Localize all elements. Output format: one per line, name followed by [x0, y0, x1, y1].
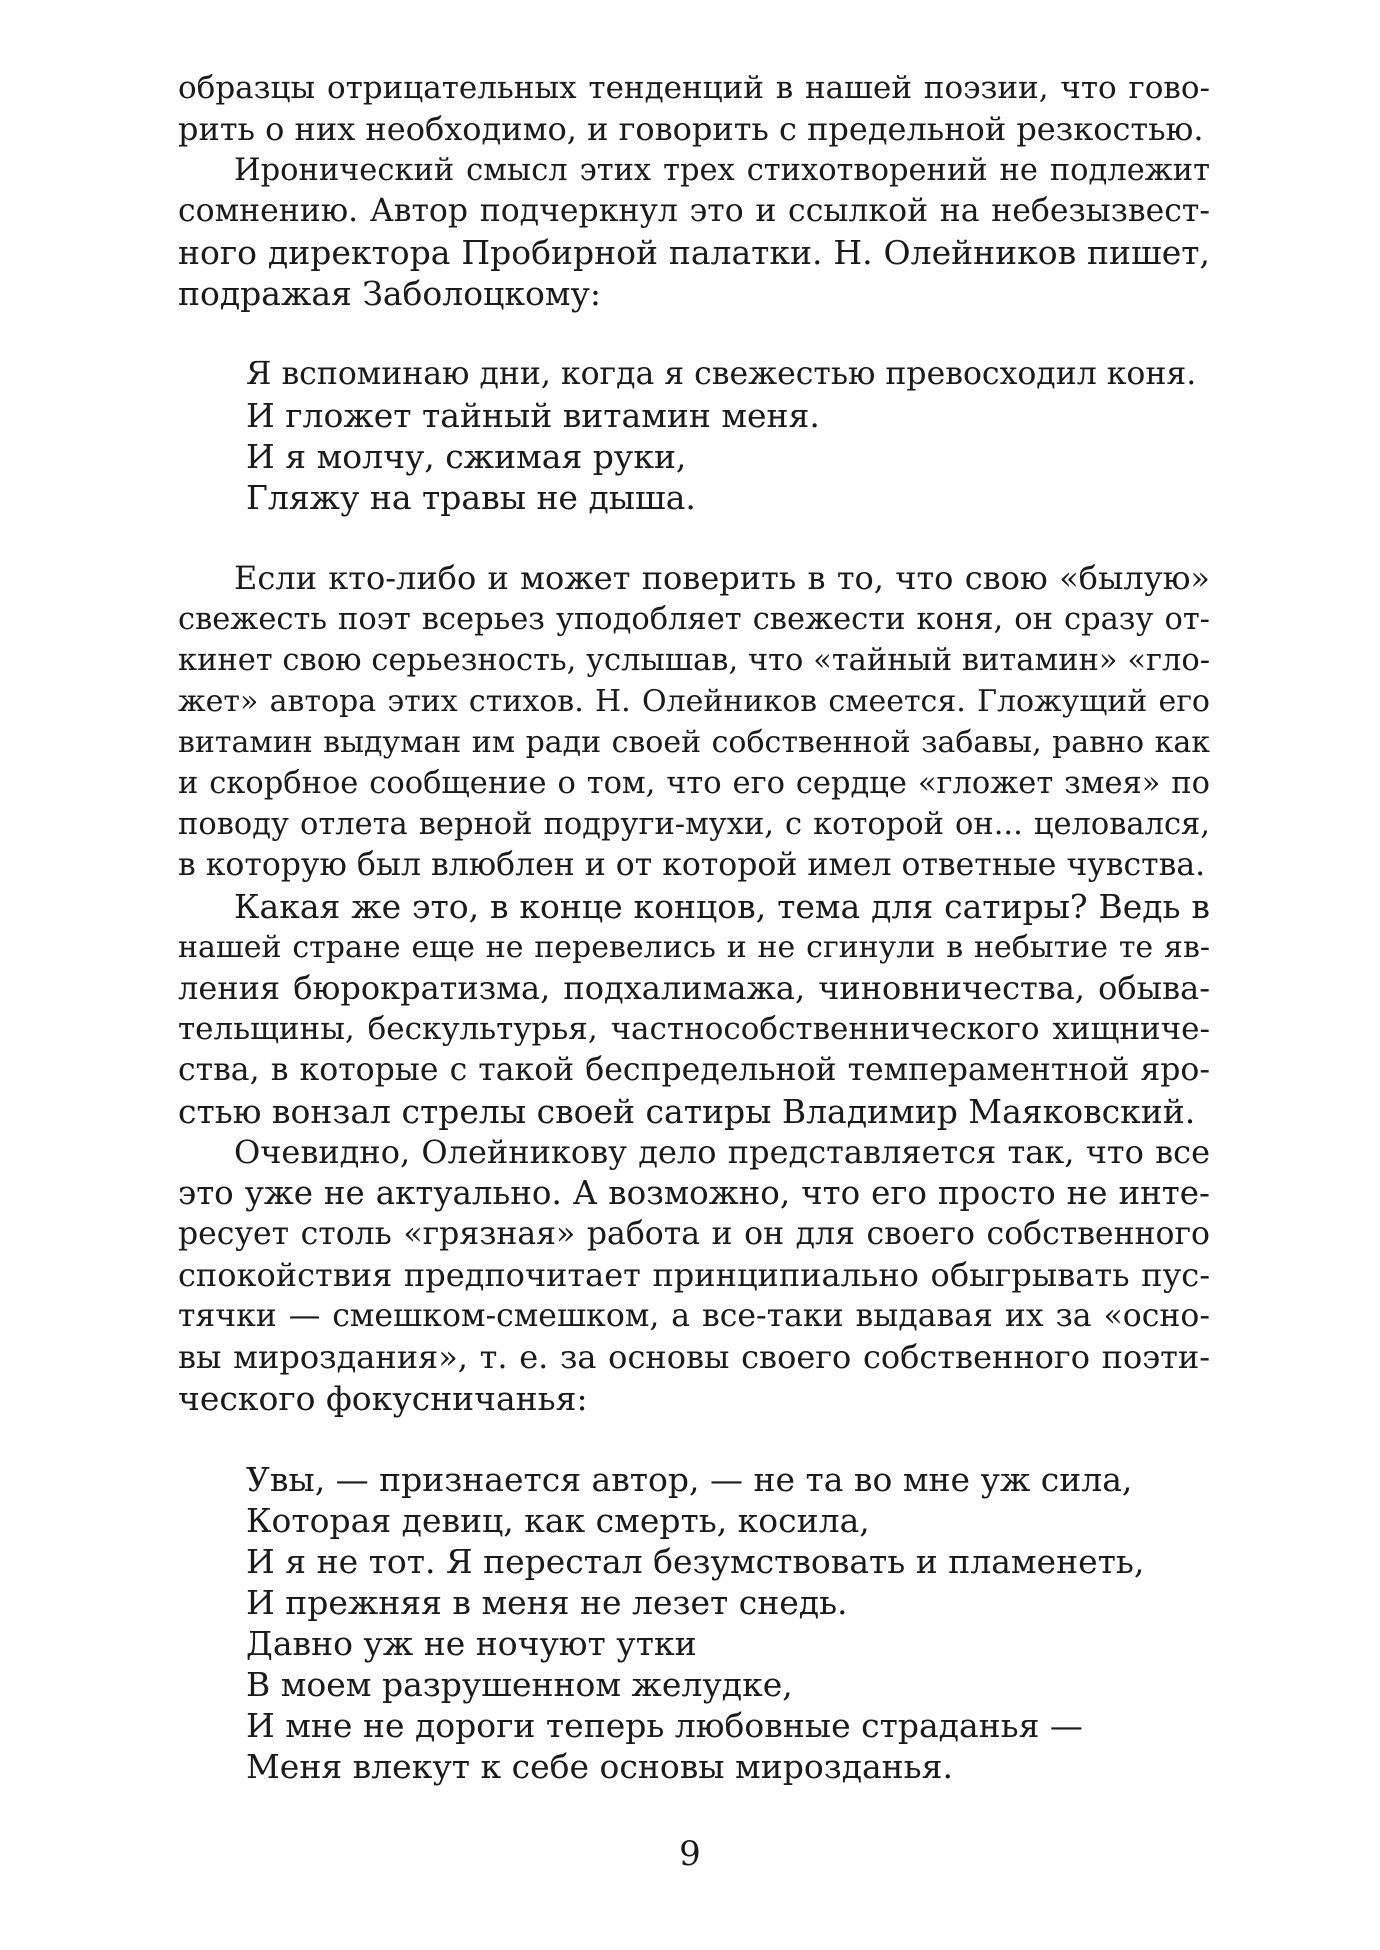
text-line: ресует столь «грязная» работа и он для своего собственного	[178, 1216, 1210, 1252]
verse-line: И я не тот. Я перестал безумствовать и пламенеть,	[246, 1542, 1145, 1581]
verse-line: Я вспоминаю дни, когда я свежестью превосходил коня.	[246, 356, 1197, 392]
paragraph-4	[178, 886, 1210, 1132]
text-line: Если кто-либо и может поверить в то, что свою «былую»	[234, 559, 1210, 597]
text-line: спокойствия предпочитает принципиально обыгрывать пус-	[178, 1256, 1210, 1294]
text-line: подражая Заболоцкому:	[178, 274, 602, 313]
text-line: нашей стране еще не перевелись и не сгинули в небытие те яв-	[178, 930, 1210, 965]
text-line: кинет свою серьезность, услышав, что «тайный витамин» «гло-	[178, 643, 1210, 678]
text-line: сомнению. Автор подчеркнул это и ссылкой на небезызвест-	[178, 193, 1210, 229]
text-line: ства, в которые с такой беспредельной темпераментной яро-	[178, 1052, 1210, 1088]
text-line: жет» автора этих стихов. Н. Олейников смеется. Гложущий его	[178, 684, 1210, 719]
verse-line: Гляжу на травы не дыша.	[246, 478, 696, 517]
verse-line: Увы, — признается автор, — не та во мне уж сила,	[246, 1460, 1133, 1499]
verse-line: И гложет тайный витамин меня.	[246, 396, 820, 435]
verse-line: И прежняя в меня не лезет снедь.	[246, 1583, 848, 1622]
spacer	[178, 518, 1210, 558]
verse-line: И я молчу, сжимая руки,	[246, 437, 687, 476]
paragraph-2	[178, 150, 1210, 314]
text-line: Какая же это, в конце концов, тема для сатиры? Ведь в	[234, 887, 1210, 926]
text-line: ного директора Пробирной палатки. Н. Олейников пишет,	[178, 233, 1210, 272]
page-body	[178, 68, 1210, 1787]
text-line: поводу отлета верной подруги-мухи, с которой он... целовался,	[178, 807, 1210, 842]
verse-quote-2	[178, 1459, 1210, 1787]
text-line: в которую был влюблен и от которой имел ответные чувства.	[178, 847, 1206, 883]
verse-line: Меня влекут к себе основы мирозданья.	[246, 1747, 953, 1786]
text-line: ческого фокусничанья:	[178, 1379, 588, 1418]
text-line: свежесть поэт всерьез уподобляет свежести коня, он сразу от-	[178, 602, 1210, 637]
text-line: образцы отрицательных тенденций в нашей поэзии, что гово-	[178, 70, 1210, 106]
text-line: тельщины, бескультурья, частнособственнического хищниче-	[178, 1011, 1210, 1047]
text-line: тячки — смешком-смешком, а все-таки выдавая их за «осно-	[178, 1298, 1210, 1334]
text-line: Очевидно, Олейникову дело представляется так, что все	[234, 1133, 1210, 1171]
text-line: и скорбное сообщение о том, что его сердце «гложет змея» по	[178, 766, 1210, 801]
spacer	[178, 1419, 1210, 1459]
verse-line: И мне не дороги теперь любовные страданья —	[246, 1706, 1083, 1745]
verse-line: Которая девиц, как смерть, косила,	[246, 1501, 870, 1540]
text-line: стью вонзал стрелы своей сатиры Владимир Маяковский.	[178, 1092, 1196, 1131]
verse-line: Давно уж не ночуют утки	[246, 1624, 697, 1663]
text-line: вы мироздания», т. е. за основы своего собственного поэти-	[178, 1338, 1210, 1376]
text-line: это уже не актуально. А возможно, что его просто не инте-	[178, 1174, 1210, 1212]
verse-line: В моем разрушенном желудке,	[246, 1665, 793, 1704]
text-line: рить о них необходимо, и говорить с предельной резкостью.	[178, 110, 1204, 148]
paragraph-5	[178, 1132, 1210, 1419]
text-line: витамин выдуман им ради своей собственной забавы, равно как	[178, 725, 1210, 760]
text-line: ления бюрократизма, подхалимажа, чиновничества, обыва-	[178, 969, 1210, 1007]
verse-quote-1	[178, 354, 1210, 518]
paragraph-3	[178, 558, 1210, 886]
text-line: Иронический смысл этих трех стихотворений не подлежит	[234, 153, 1210, 188]
spacer	[178, 314, 1210, 354]
paragraph-1	[178, 68, 1210, 150]
page-number: 9	[679, 1834, 701, 1874]
